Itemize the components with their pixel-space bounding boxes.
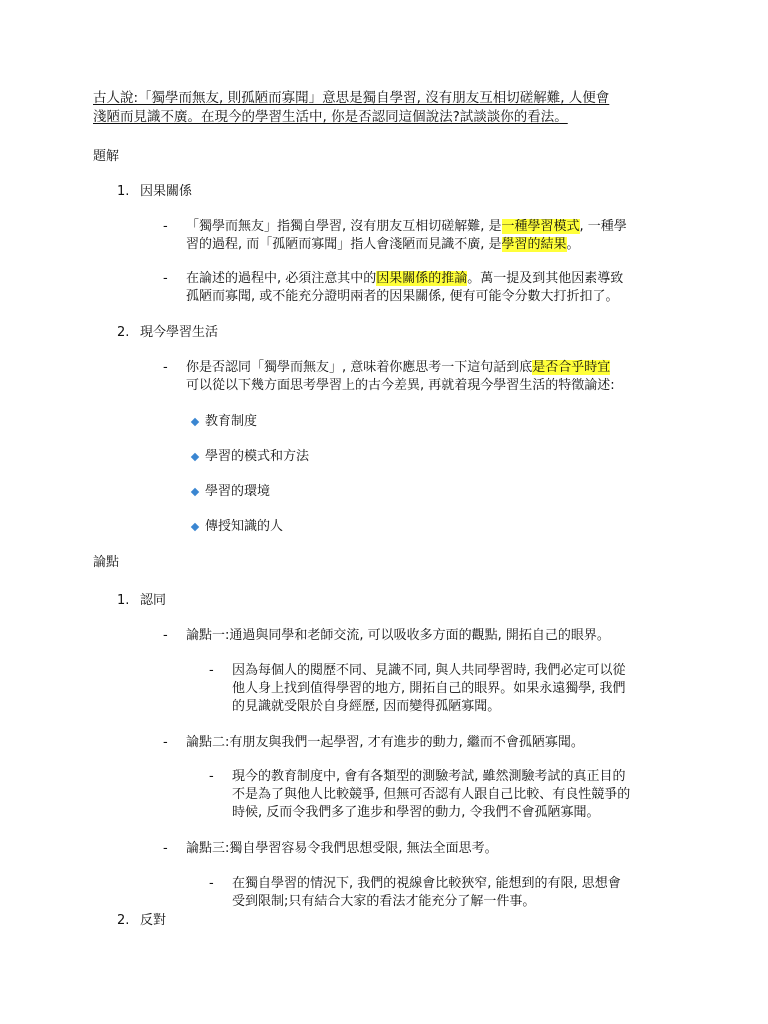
list-item-label-modern-learning: 現今學習生活	[140, 325, 219, 340]
list-item-label-agree: 認同	[140, 593, 167, 608]
list-number: 2.	[117, 325, 130, 340]
section-heading-lundian: 論點	[93, 555, 120, 570]
diamond-bullet-icon	[191, 523, 199, 531]
highlighted-text: 學習的結果	[501, 237, 567, 252]
dash-bullet: -	[163, 628, 168, 643]
paragraph-line: 你是否認同「獨學而無友」, 意味着你應思考一下這句話到底是否合乎時宜	[186, 360, 611, 375]
argument-detail-line: 受到限制;只有結合大家的看法才能充分了解一件事。	[232, 894, 536, 909]
list-item-label-causality: 因果關係	[140, 184, 193, 199]
paragraph-line: 習的過程, 而「孤陋而寡聞」指人會淺陋而見識不廣, 是學習的結果。	[186, 237, 580, 252]
paragraph-line: 在論述的過程中, 必須注意其中的因果關係的推論。萬一提及到其他因素導致	[186, 271, 624, 286]
point-item: 教育制度	[205, 414, 258, 429]
argument-detail-line: 現今的教育制度中, 會有各類型的測驗考試, 雖然測驗考試的真正目的	[232, 769, 626, 784]
dash-bullet: -	[209, 663, 214, 678]
question-title-line2: 淺陋而見識不廣。在現今的學習生活中, 你是否認同這個說法?試談談你的看法。	[93, 109, 568, 125]
dash-bullet: -	[163, 735, 168, 750]
list-number: 2.	[117, 913, 130, 928]
dash-bullet: -	[163, 219, 168, 234]
point-item: 學習的環境	[205, 484, 271, 499]
paragraph-line: 可以從以下幾方面思考學習上的古今差異, 再就着現今學習生活的特徵論述:	[186, 378, 615, 393]
argument-detail-line: 在獨自學習的情況下, 我們的視線會比較狹窄, 能想到的有限, 思想會	[232, 876, 621, 891]
dash-bullet: -	[163, 271, 168, 286]
dash-bullet: -	[209, 876, 214, 891]
argument-detail-line: 時候, 反而令我們多了進步和學習的動力, 令我們不會孤陋寡聞。	[232, 805, 600, 820]
highlighted-text: 一種學習模式	[501, 219, 580, 234]
argument-three: 論點三:獨自學習容易令我們思想受限, 無法全面思考。	[186, 841, 498, 856]
diamond-bullet-icon	[191, 488, 199, 496]
list-number: 1.	[117, 593, 130, 608]
argument-two: 論點二:有朋友與我們一起學習, 才有進步的動力, 繼而不會孤陋寡聞。	[186, 735, 584, 750]
argument-one: 論點一:通過與同學和老師交流, 可以吸收多方面的觀點, 開拓自己的眼界。	[186, 628, 610, 643]
highlighted-text: 因果關係的推論	[376, 271, 468, 286]
point-item: 傳授知識的人	[205, 519, 284, 534]
argument-detail-line: 因為每個人的閱歷不同、見識不同, 與人共同學習時, 我們必定可以從	[232, 663, 626, 678]
point-item: 學習的模式和方法	[205, 449, 310, 464]
argument-detail-line: 不是為了與他人比較競爭, 但無可否認有人跟自己比較、有良性競爭的	[232, 787, 631, 802]
highlighted-text: 是否合乎時宜	[532, 360, 611, 375]
argument-detail-line: 他人身上找到值得學習的地方, 開拓自己的眼界。如果永遠獨學, 我們	[232, 681, 626, 696]
list-number: 1.	[117, 184, 130, 199]
paragraph-line: 孤陋而寡聞, 或不能充分證明兩者的因果關係, 便有可能令分數大打折扣了。	[186, 289, 619, 304]
diamond-bullet-icon	[191, 453, 199, 461]
diamond-bullet-icon	[191, 418, 199, 426]
list-item-label-disagree: 反對	[140, 913, 167, 928]
dash-bullet: -	[209, 769, 214, 784]
section-heading-tijie: 題解	[93, 149, 120, 164]
question-title-line1: 古人說:「獨學而無友, 則孤陋而寡聞」意思是獨自學習, 沒有朋友互相切磋解難, 人便會	[93, 90, 610, 106]
paragraph-line: 「獨學而無友」指獨自學習, 沒有朋友互相切磋解難, 是一種學習模式, 一種學	[186, 219, 627, 234]
dash-bullet: -	[163, 841, 168, 856]
argument-detail-line: 的見識就受限於自身經歷, 因而變得孤陋寡聞。	[232, 699, 501, 714]
dash-bullet: -	[163, 360, 168, 375]
